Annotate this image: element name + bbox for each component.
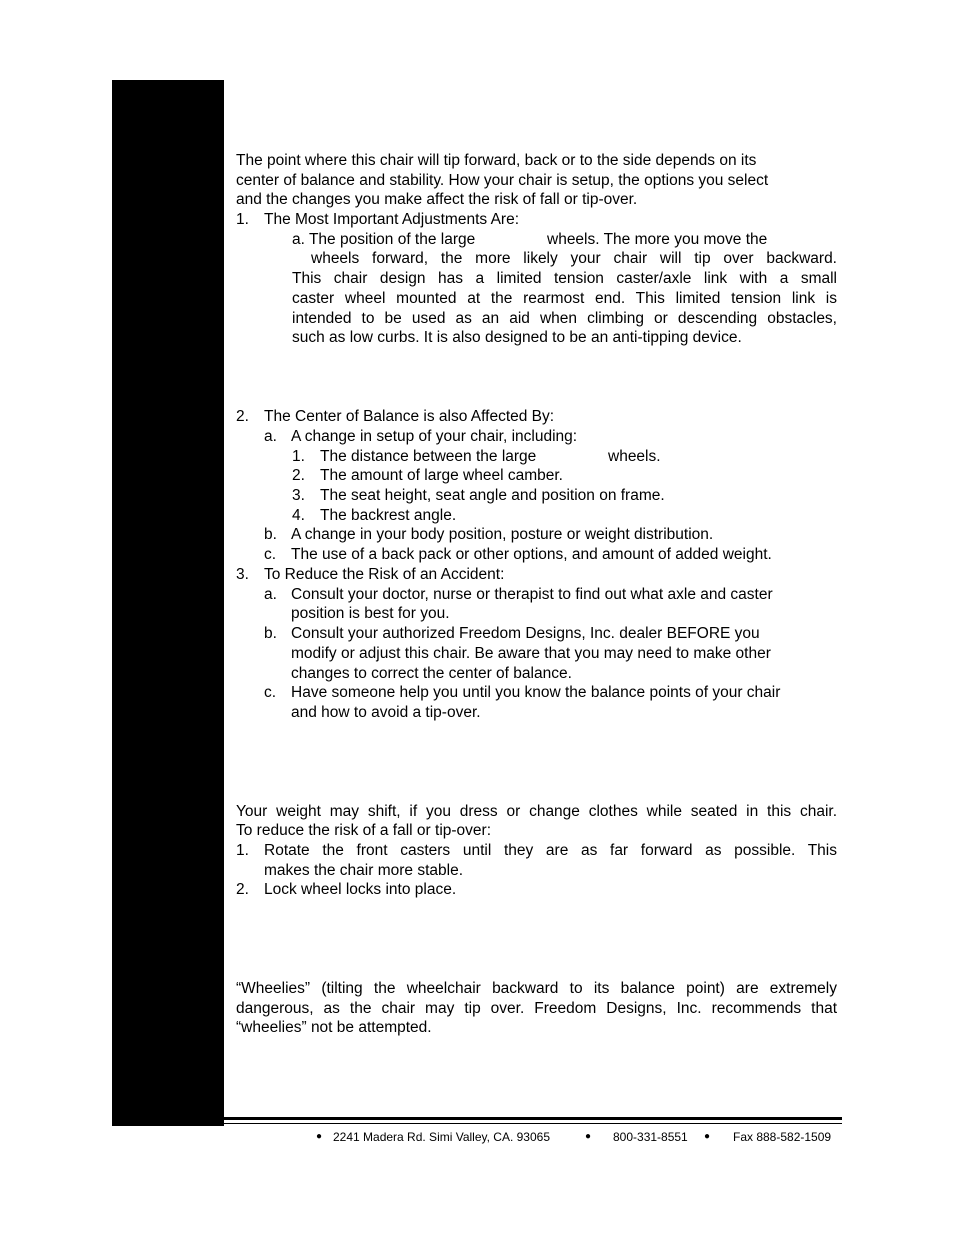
item2a3-number: 3. bbox=[292, 487, 305, 504]
item2c-text: The use of a back pack or other options, and amount of added weight. bbox=[291, 546, 772, 563]
item1a-line-4: caster wheel mounted at the rearmost end. This limited tension link is bbox=[292, 290, 837, 307]
intro-line-1: The point where this chair will tip forward, back or to the side depends on its bbox=[236, 152, 757, 169]
wheelies-line-1: “Wheelies” (tilting the wheelchair backward to its balance point) are extremely bbox=[236, 980, 837, 997]
item2a2-number: 2. bbox=[292, 467, 305, 484]
footer-phone: 800-331-8551 bbox=[613, 1130, 688, 1144]
item2a-text: A change in setup of your chair, including: bbox=[291, 428, 578, 445]
item3c-letter: c. bbox=[264, 684, 277, 701]
dressing-item1-line-1: Rotate the front casters until they are as far forward as possible. This bbox=[264, 842, 837, 859]
item3b-line-3: changes to correct the center of balance. bbox=[291, 665, 572, 682]
item3b-line-2: modify or adjust this chair. Be aware that you may need to make other bbox=[291, 645, 771, 662]
black-sidebar-band bbox=[112, 80, 224, 1126]
footer-rule-thick bbox=[224, 1117, 842, 1120]
footer-fax: Fax 888-582-1509 bbox=[733, 1130, 832, 1144]
footer-address: 2241 Madera Rd. Simi Valley, CA. 93065 bbox=[333, 1130, 551, 1144]
item1a-line-1-start: a. The position of the large bbox=[292, 231, 476, 248]
footer-rule-thin bbox=[224, 1123, 842, 1124]
item3b-letter: b. bbox=[264, 625, 277, 642]
item3a-line-2: position is best for you. bbox=[291, 605, 450, 622]
dressing-item2-line-1: Lock wheel locks into place. bbox=[264, 881, 457, 898]
dressing-item2-number: 2. bbox=[236, 881, 249, 898]
item3-number: 3. bbox=[236, 566, 249, 583]
item3a-letter: a. bbox=[264, 586, 277, 603]
item3-title: To Reduce the Risk of an Accident: bbox=[264, 566, 505, 583]
item2a4-text: The backrest angle. bbox=[320, 507, 457, 524]
item2a1-text-end: wheels. bbox=[608, 448, 661, 465]
item3c-line-1: Have someone help you until you know the balance points of your chair bbox=[291, 684, 781, 701]
item2-number: 2. bbox=[236, 408, 249, 425]
footer-bullet-1: ● bbox=[316, 1131, 323, 1142]
item2-title: The Center of Balance is also Affected By: bbox=[264, 408, 555, 425]
item1a-line-5: intended to be used as an aid when climbing or descending obstacles, bbox=[292, 310, 837, 327]
footer-bullet-3: ● bbox=[704, 1131, 711, 1142]
item2a2-text: The amount of large wheel camber. bbox=[320, 467, 563, 484]
item1a-line-3: This chair design has a limited tension caster/axle link with a small bbox=[292, 270, 837, 287]
wheelies-line-3: “wheelies” not be attempted. bbox=[236, 1019, 432, 1036]
item1-number: 1. bbox=[236, 211, 249, 228]
item2a1-text: The distance between the large bbox=[320, 448, 537, 465]
item2b-letter: b. bbox=[264, 526, 277, 543]
item1a-line-2: wheels forward, the more likely your chair will tip over backward. bbox=[311, 250, 837, 267]
intro-line-3: and the changes you make affect the risk of fall or tip-over. bbox=[236, 191, 638, 208]
footer-bullet-2: ● bbox=[585, 1131, 592, 1142]
item3b-line-1: Consult your authorized Freedom Designs, Inc. dealer BEFORE you bbox=[291, 625, 760, 642]
dressing-line-1: Your weight may shift, if you dress or change clothes while seated in this chair. bbox=[236, 803, 837, 820]
item3a-line-1: Consult your doctor, nurse or therapist to find out what axle and caster bbox=[291, 586, 773, 603]
wheelies-line-2: dangerous, as the chair may tip over. Freedom Designs, Inc. recommends that bbox=[236, 1000, 837, 1017]
dressing-item1-number: 1. bbox=[236, 842, 249, 859]
intro-line-2: center of balance and stability. How your chair is setup, the options you select bbox=[236, 172, 769, 189]
item2b-text: A change in your body position, posture or weight distribution. bbox=[291, 526, 714, 543]
item3c-line-2: and how to avoid a tip-over. bbox=[291, 704, 481, 721]
item2c-letter: c. bbox=[264, 546, 277, 563]
dressing-item1-line-2: makes the chair more stable. bbox=[264, 862, 464, 879]
item2a1-number: 1. bbox=[292, 448, 305, 465]
item2a4-number: 4. bbox=[292, 507, 305, 524]
item1-title: The Most Important Adjustments Are: bbox=[264, 211, 520, 228]
item1a-line-1-end: wheels. The more you move the bbox=[547, 231, 768, 248]
item2a-letter: a. bbox=[264, 428, 277, 445]
item1a-line-6: such as low curbs. It is also designed to be an anti-tipping device. bbox=[292, 329, 742, 346]
dressing-line-2: To reduce the risk of a fall or tip-over: bbox=[236, 822, 492, 839]
item2a3-text: The seat height, seat angle and position on frame. bbox=[320, 487, 665, 504]
